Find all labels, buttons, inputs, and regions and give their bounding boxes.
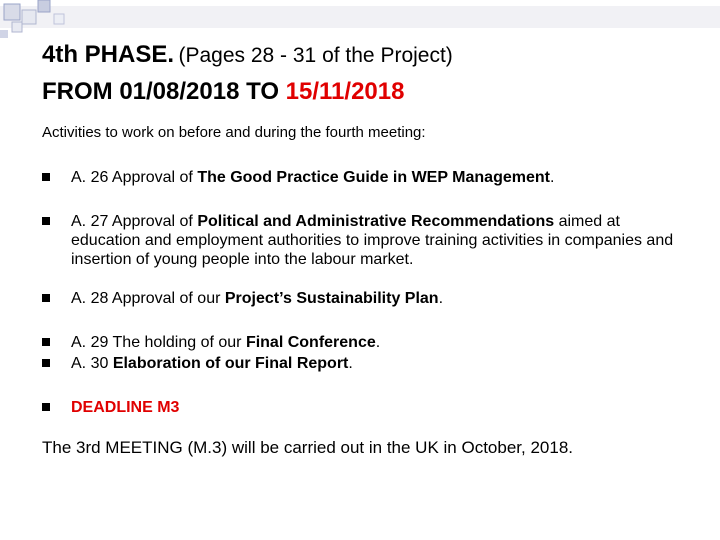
- item-text: A. 30: [71, 355, 113, 372]
- phase-label: 4th PHASE.: [42, 41, 175, 68]
- end-date: 15/11/2018: [285, 78, 405, 105]
- bullet-square-icon: [42, 338, 50, 346]
- bullet-square-icon: [42, 359, 50, 367]
- item-text: .: [375, 334, 381, 351]
- intro-text: Activities to work on before and during the fourth meeting:: [42, 124, 426, 141]
- item-text: aimed at education and employment authorities to improve training activities in companies and insertion of young people into the labour market.: [71, 213, 674, 268]
- item-bold-text: Elaboration of our Final Report: [112, 355, 349, 372]
- list-item-deadline: [42, 398, 682, 417]
- list-item-a26: [42, 168, 682, 187]
- decorative-header-squares: [0, 0, 720, 40]
- list-item-a27: [42, 212, 682, 269]
- item-text: .: [549, 169, 555, 186]
- bullet-square-icon: [42, 173, 50, 181]
- meeting-note: The 3rd MEETING (M.3) will be carried out in the UK in October, 2018.: [42, 438, 573, 457]
- deadline-label: DEADLINE M3: [71, 399, 180, 416]
- bullet-square-icon: [42, 217, 50, 225]
- date-range-label: FROM 01/08/2018 TO: [42, 78, 286, 105]
- item-text: A. 27 Approval of: [71, 213, 198, 230]
- item-text: A. 29 The holding of our: [71, 334, 246, 351]
- item-bold-text: The Good Practice Guide in WEP Management: [197, 169, 550, 186]
- slide-title: [42, 38, 453, 112]
- bullet-square-icon: [42, 294, 50, 302]
- item-text: .: [438, 290, 444, 307]
- item-text: A. 26 Approval of: [71, 169, 198, 186]
- item-bold-text: Final Conference: [245, 334, 376, 351]
- list-item-a28: [42, 289, 682, 308]
- list-item-a30: [42, 354, 682, 373]
- pages-reference: (Pages 28 - 31 of the Project): [178, 44, 453, 67]
- list-item-a29: [42, 333, 682, 352]
- item-bold-text: Project’s Sustainability Plan: [224, 290, 439, 307]
- bullet-square-icon: [42, 403, 50, 411]
- item-text: A. 28 Approval of our: [71, 290, 225, 307]
- item-text: .: [348, 355, 353, 372]
- item-bold-text: Political and Administrative Recommendations: [197, 213, 555, 230]
